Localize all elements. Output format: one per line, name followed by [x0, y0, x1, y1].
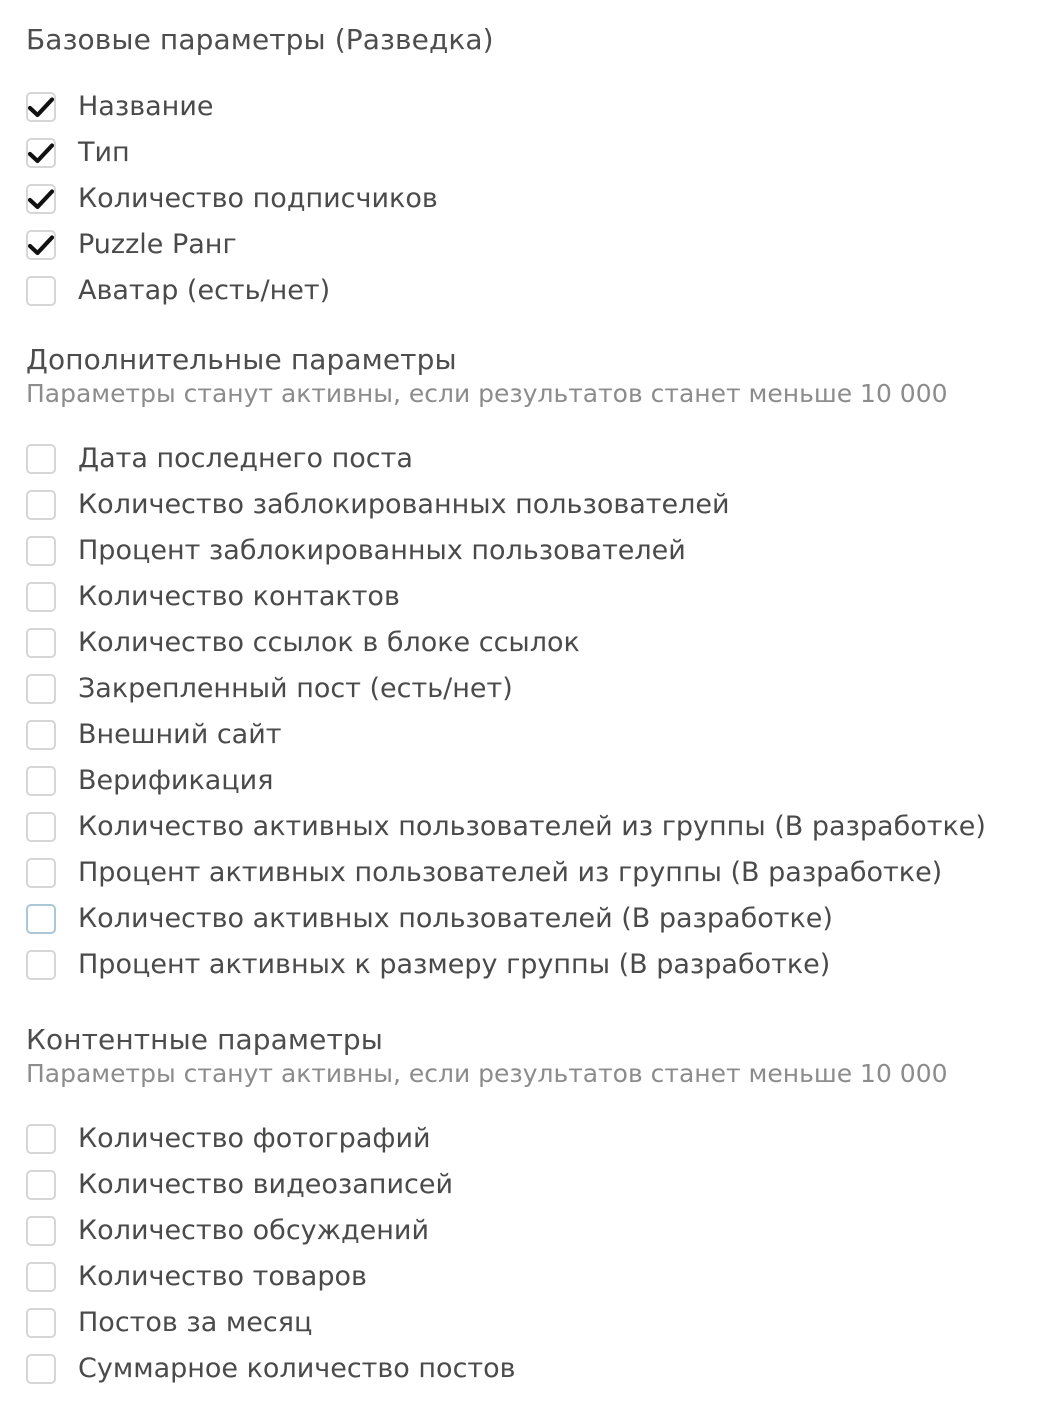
content-parameters-title: Контентные параметры: [26, 1023, 383, 1056]
extra-option-12[interactable]: [26, 942, 1040, 988]
base-option-3[interactable]: [26, 176, 1040, 222]
checkbox[interactable]: [26, 904, 56, 934]
checkbox[interactable]: [26, 444, 56, 474]
extra-option-7[interactable]: [26, 712, 1040, 758]
checkbox[interactable]: [26, 536, 56, 566]
option-label: Количество заблокированных пользователей: [78, 489, 730, 520]
check-icon: [28, 142, 54, 164]
extra-option-3[interactable]: [26, 528, 1040, 574]
content-option-5[interactable]: [26, 1300, 1040, 1346]
checkbox[interactable]: [26, 184, 56, 214]
option-label: Количество видеозаписей: [78, 1169, 454, 1200]
option-label: Процент активных пользователей из группы (В разработке): [78, 857, 943, 888]
checkbox[interactable]: [26, 1216, 56, 1246]
base-option-1[interactable]: [26, 84, 1040, 130]
option-label: Количество товаров: [78, 1261, 367, 1292]
option-label: Внешний сайт: [78, 719, 282, 750]
option-label: Суммарное количество постов: [78, 1353, 516, 1384]
base-option-2[interactable]: [26, 130, 1040, 176]
extra-option-6[interactable]: [26, 666, 1040, 712]
checkbox[interactable]: [26, 582, 56, 612]
check-icon: [28, 188, 54, 210]
option-label: Количество контактов: [78, 581, 400, 612]
option-label: Аватар (есть/нет): [78, 275, 331, 306]
extra-option-2[interactable]: [26, 482, 1040, 528]
check-icon: [28, 96, 54, 118]
checkbox[interactable]: [26, 138, 56, 168]
checkbox[interactable]: [26, 1170, 56, 1200]
option-label: Количество активных пользователей (В разработке): [78, 903, 833, 934]
content-option-1[interactable]: [26, 1116, 1040, 1162]
option-label: Дата последнего поста: [78, 443, 413, 474]
extra-option-10[interactable]: [26, 850, 1040, 896]
content-option-4[interactable]: [26, 1254, 1040, 1300]
base-option-5[interactable]: [26, 268, 1040, 314]
extra-option-11[interactable]: [26, 896, 1040, 942]
checkbox[interactable]: [26, 1124, 56, 1154]
option-label: Закрепленный пост (есть/нет): [78, 673, 513, 704]
checkbox[interactable]: [26, 92, 56, 122]
extra-option-5[interactable]: [26, 620, 1040, 666]
content-parameters-subtitle: Параметры станут активны, если результатов станет меньше 10 000: [26, 1059, 948, 1088]
content-option-3[interactable]: [26, 1208, 1040, 1254]
content-parameters-list: [26, 1116, 1040, 1392]
extra-option-9[interactable]: [26, 804, 1040, 850]
checkbox[interactable]: [26, 720, 56, 750]
checkbox[interactable]: [26, 950, 56, 980]
checkbox[interactable]: [26, 674, 56, 704]
option-label: Количество активных пользователей из группы (В разработке): [78, 811, 986, 842]
extra-parameters-subtitle: Параметры станут активны, если результатов станет меньше 10 000: [26, 379, 948, 408]
option-label: Процент активных к размеру группы (В разработке): [78, 949, 831, 980]
extra-parameters-title: Дополнительные параметры: [26, 343, 457, 376]
extra-parameters-list: [26, 436, 1040, 988]
option-label: Количество фотографий: [78, 1123, 431, 1154]
checkbox[interactable]: [26, 766, 56, 796]
option-label: Puzzle Ранг: [78, 229, 237, 260]
extra-option-4[interactable]: [26, 574, 1040, 620]
extra-option-8[interactable]: [26, 758, 1040, 804]
checkbox[interactable]: [26, 1308, 56, 1338]
extra-option-1[interactable]: [26, 436, 1040, 482]
option-label: Количество подписчиков: [78, 183, 438, 214]
base-parameters-section: [26, 22, 1040, 314]
checkbox[interactable]: [26, 628, 56, 658]
option-label: Количество обсуждений: [78, 1215, 429, 1246]
checkbox[interactable]: [26, 276, 56, 306]
checkbox[interactable]: [26, 1262, 56, 1292]
option-label: Постов за месяц: [78, 1307, 313, 1338]
base-parameters-list: [26, 84, 1040, 314]
content-parameters-section: [26, 1022, 1040, 1392]
content-option-6[interactable]: [26, 1346, 1040, 1392]
base-parameters-title: Базовые параметры (Разведка): [26, 23, 494, 56]
option-label: Тип: [78, 137, 130, 168]
checkbox[interactable]: [26, 858, 56, 888]
checkbox[interactable]: [26, 812, 56, 842]
checkbox[interactable]: [26, 230, 56, 260]
checkbox[interactable]: [26, 1354, 56, 1384]
checkbox[interactable]: [26, 490, 56, 520]
option-label: Название: [78, 91, 214, 122]
extra-parameters-section: [26, 342, 1040, 988]
option-label: Процент заблокированных пользователей: [78, 535, 686, 566]
check-icon: [28, 234, 54, 256]
base-option-4[interactable]: [26, 222, 1040, 268]
option-label: Верификация: [78, 765, 274, 796]
option-label: Количество ссылок в блоке ссылок: [78, 627, 580, 658]
content-option-2[interactable]: [26, 1162, 1040, 1208]
